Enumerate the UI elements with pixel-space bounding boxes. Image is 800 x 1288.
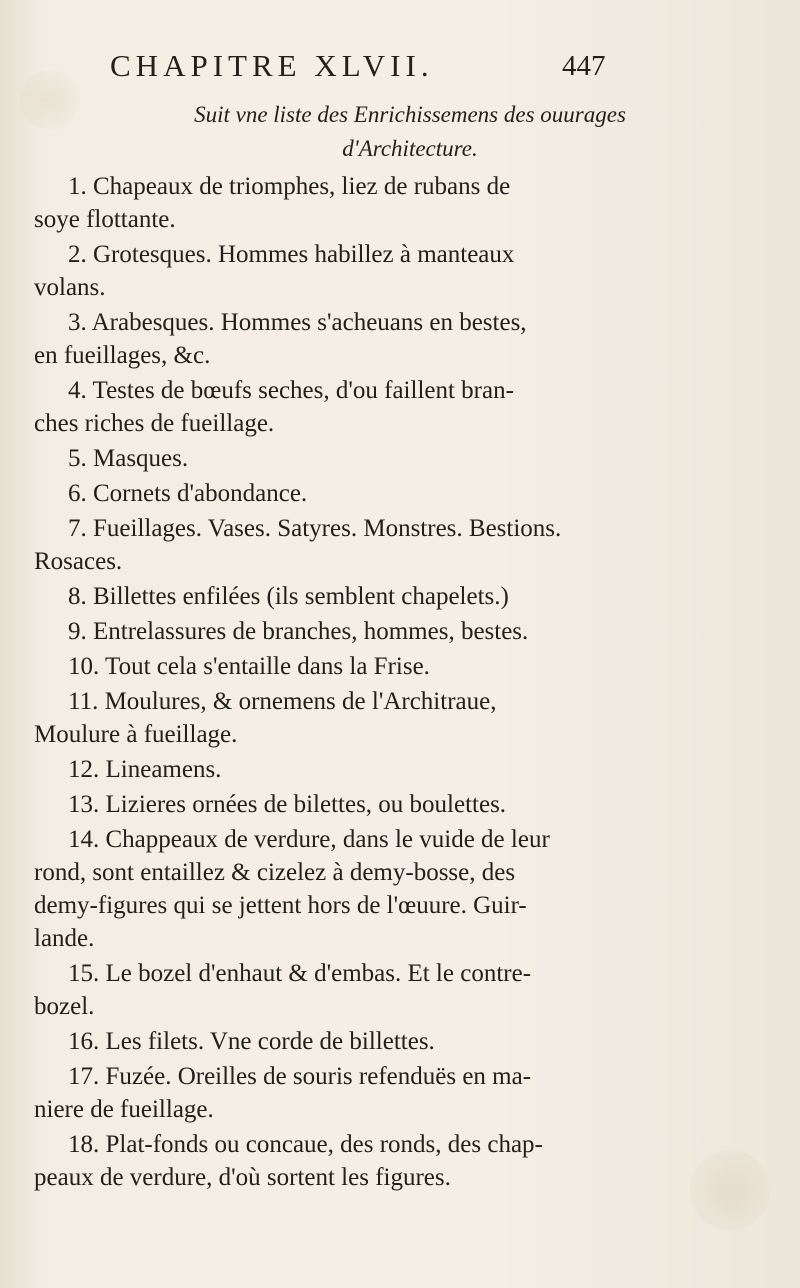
list-item-line: 4. Testes de bœufs seches, d'ou faillent bran- [68,377,514,404]
list-item [34,306,794,372]
list-item-line: 3. Arabesques. Hommes s'acheuans en bestes, [68,309,527,336]
list-item-line: Moulure à fueillage. [34,721,238,748]
list-item [34,580,794,613]
list-item-line: ches riches de fueillage. [34,410,275,437]
list-item-line: 14. Chappeaux de verdure, dans le vuide de leur [68,826,550,853]
list-item-line: 18. Plat-fonds ou concaue, des ronds, des chap- [68,1131,543,1158]
list-item-line: volans. [34,274,106,301]
list-item-line: 2. Grotesques. Hommes habillez à manteaux [68,241,515,268]
list-item-line: niere de fueillage. [34,1096,214,1123]
list-item [34,442,794,475]
list-item-line: 1. Chapeaux de triomphes, liez de rubans de [68,173,511,200]
list-item [34,1060,794,1126]
list-item [34,650,794,683]
list-item-line: lande. [34,925,95,952]
list-item [34,788,794,821]
list-item [34,512,794,578]
subtitle-line: d'Architecture. [342,136,478,161]
list-item-line: 6. Cornets d'abondance. [68,480,308,507]
list-item-line: 10. Tout cela s'entaille dans la Frise. [68,653,430,680]
list-item-line: 15. Le bozel d'enhaut & d'embas. Et le contre- [68,960,532,987]
section-subtitle [150,98,670,166]
list-item [34,957,794,1023]
list-item-line: peaux de verdure, d'où sortent les figures. [34,1164,451,1191]
list-item [34,238,794,304]
list-item [34,477,794,510]
ornament-list [34,170,794,1196]
list-item-line: 5. Masques. [68,445,189,472]
list-item [34,1128,794,1194]
list-item-line: 12. Lineamens. [68,756,222,783]
list-item-line: en fueillages, &c. [34,342,211,369]
list-item-line: 17. Fuzée. Oreilles de souris refenduës en ma- [68,1063,532,1090]
list-item [34,823,794,955]
list-item-line: 9. Entrelassures de branches, hommes, bestes. [68,618,529,645]
list-item-line: 8. Billettes enfilées (ils semblent chapelets.) [68,583,509,610]
page-header [0,42,800,92]
list-item [34,753,794,786]
list-item-line: bozel. [34,993,95,1020]
subtitle-line: Suit vne liste des Enrichissemens des ouurages [194,102,626,127]
list-item-line: soye flottante. [34,206,176,233]
list-item [34,374,794,440]
page-number: 447 [562,50,606,82]
running-title: CHAPITRE XLVII. [110,48,434,83]
list-item [34,1025,794,1058]
list-item-line: rond, sont entaillez & cizelez à demy-bosse, des [34,859,516,886]
list-item-line: 7. Fueillages. Vases. Satyres. Monstres. Bestions. [68,515,562,542]
list-item [34,615,794,648]
list-item-line: 13. Lizieres ornées de bilettes, ou boulettes. [68,791,507,818]
list-item-line: 16. Les filets. Vne corde de billettes. [68,1028,435,1055]
list-item [34,685,794,751]
list-item-line: Rosaces. [34,548,123,575]
list-item-line: demy-figures qui se jettent hors de l'œuure. Guir- [34,892,527,919]
list-item [34,170,794,236]
list-item-line: 11. Moulures, & ornemens de l'Architraue, [68,688,497,715]
